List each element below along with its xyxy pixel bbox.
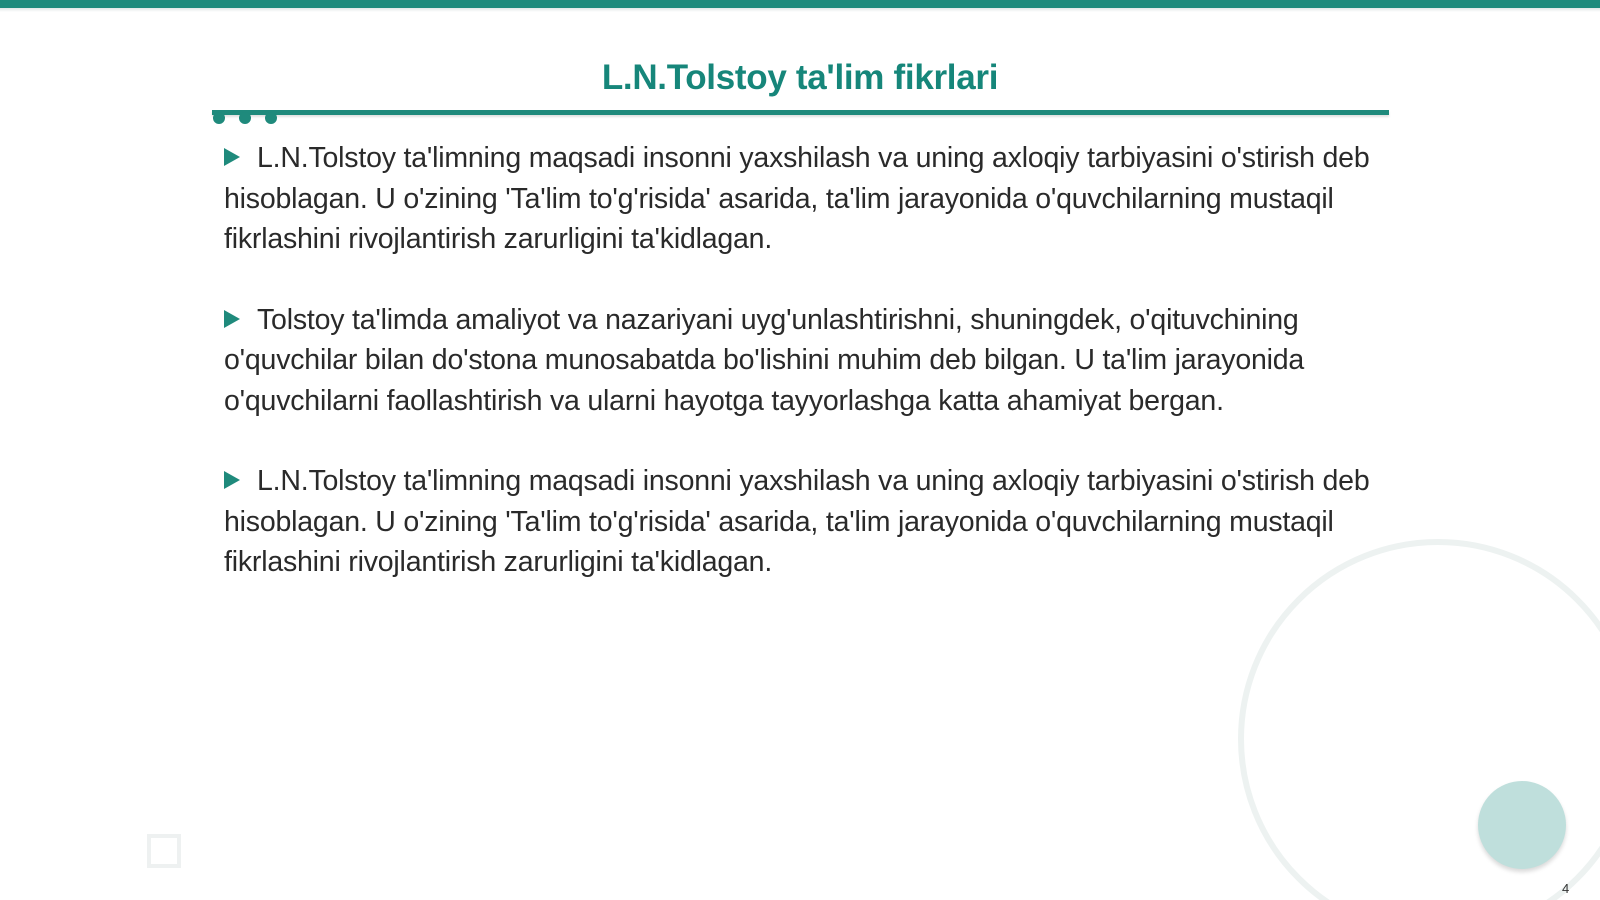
triangle-right-icon — [224, 148, 240, 166]
decorative-dot-1 — [213, 112, 225, 124]
decorative-dot-2 — [239, 112, 251, 124]
slide-title: L.N.Tolstoy ta'lim fikrlari — [601, 58, 999, 97]
bullet-paragraph-3 — [224, 461, 1384, 583]
title-underline — [212, 110, 1389, 115]
top-bar-shadow — [0, 8, 1600, 12]
triangle-right-icon — [224, 310, 240, 328]
decorative-circle — [1478, 781, 1566, 869]
bullet-list — [224, 138, 1384, 623]
bullet-text-1: L.N.Tolstoy ta'limning maqsadi insonni yaxshilash va uning axloqiy tarbiyasini o'stirish deb hisoblagan. U o'zining 'Ta'lim to'g'risida' asarida, ta'lim jarayonida o'quvchilarning mustaqil fikrlashini rivojlantirish zarurligini ta'kidlagan. — [224, 142, 1370, 255]
page-number: 4 — [1562, 881, 1570, 896]
decorative-square — [147, 834, 181, 868]
bullet-text-3: L.N.Tolstoy ta'limning maqsadi insonni yaxshilash va uning axloqiy tarbiyasini o'stirish deb hisoblagan. U o'zining 'Ta'lim to'g'risida' asarida, ta'lim jarayonida o'quvchilarning mustaqil fikrlashini rivojlantirish zarurligini ta'kidlagan. — [224, 465, 1370, 578]
decorative-dot-3 — [265, 112, 277, 124]
bullet-text-2: Tolstoy ta'limda amaliyot va nazariyani uyg'unlashtirishni, shuningdek, o'qituvchining o'quvchilar bilan do'stona munosabatda bo'lishini muhim deb bilgan. U ta'lim jarayonida o'quvchilarni faollashtirish va ularni hayotga tayyorlashga katta ahamiyat bergan. — [224, 303, 1305, 417]
triangle-right-icon — [224, 471, 240, 489]
bullet-paragraph-2 — [224, 300, 1384, 422]
bullet-paragraph-1 — [224, 138, 1384, 260]
top-accent-bar — [0, 0, 1600, 8]
